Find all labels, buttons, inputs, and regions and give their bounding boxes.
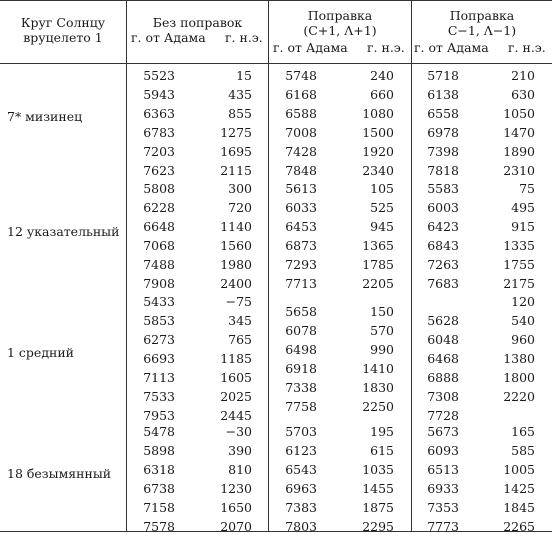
cell-year-ne: 495 — [511, 200, 535, 215]
cell-year-ne: 2025 — [220, 389, 252, 404]
cell-year-adam: 6978 — [427, 125, 459, 140]
cell-year-ne: 1230 — [220, 481, 252, 496]
cell-year-ne: 1380 — [503, 351, 535, 366]
cell-year-adam: 7713 — [285, 276, 317, 291]
cell-year-adam: 7488 — [143, 257, 175, 272]
cell-year-ne: 1275 — [220, 125, 252, 140]
cell-year-adam: 6783 — [143, 125, 175, 140]
cell-year-adam: 7728 — [427, 408, 459, 423]
cell-year-ne: 1785 — [362, 257, 394, 272]
cell-year-ne: 2265 — [503, 519, 535, 534]
cell-year-ne: 1560 — [220, 238, 252, 253]
cell-year-adam: 7818 — [427, 163, 459, 178]
cell-year-adam: 5853 — [143, 313, 175, 328]
cell-year-adam: 7293 — [285, 257, 317, 272]
cell-year-adam: 6738 — [143, 481, 175, 496]
table-top-border — [0, 0, 552, 1]
cell-year-adam: 5478 — [143, 424, 175, 439]
cell-year-adam: 6363 — [143, 106, 175, 121]
cell-year-ne: 1890 — [503, 144, 535, 159]
cell-year-ne: 945 — [370, 219, 394, 234]
cell-year-ne: 525 — [370, 200, 394, 215]
subheader-ne-2: г. н.э. — [367, 40, 405, 55]
cell-year-adam: 5748 — [285, 68, 317, 83]
cell-year-ne: 75 — [519, 181, 535, 196]
cell-year-ne: 2175 — [503, 276, 535, 291]
header-circle-col — [0, 15, 126, 45]
cell-year-adam: 7398 — [427, 144, 459, 159]
cell-year-adam: 7803 — [285, 519, 317, 534]
cell-year-adam: 5808 — [143, 181, 175, 196]
cell-year-adam: 5673 — [427, 424, 459, 439]
cell-year-adam: 6453 — [285, 219, 317, 234]
header-circle-line1: Круг Солнцу — [20, 15, 106, 30]
cell-year-adam: 7338 — [285, 380, 317, 395]
cell-year-adam: 6588 — [285, 106, 317, 121]
cell-year-ne: 1335 — [503, 238, 535, 253]
cell-year-adam: 5523 — [143, 68, 175, 83]
cell-year-ne: 390 — [228, 443, 252, 458]
cell-year-ne: 120 — [511, 294, 535, 309]
subheader-adam-3: г. от Адама — [414, 40, 489, 55]
cell-year-ne: 2445 — [220, 408, 252, 423]
cell-year-ne: 855 — [228, 106, 252, 121]
cell-year-adam: 5718 — [427, 68, 459, 83]
cell-year-ne: 1500 — [362, 125, 394, 140]
cell-year-ne: 1140 — [220, 219, 252, 234]
cell-year-ne: 1425 — [503, 481, 535, 496]
cell-year-ne: 1875 — [362, 500, 394, 515]
cell-year-adam: 5943 — [143, 87, 175, 102]
cell-year-adam: 6648 — [143, 219, 175, 234]
cell-year-ne: 1005 — [503, 462, 535, 477]
cell-year-adam: 7428 — [285, 144, 317, 159]
cell-year-adam: 6468 — [427, 351, 459, 366]
cell-year-adam: 6273 — [143, 332, 175, 347]
cell-year-adam: 6873 — [285, 238, 317, 253]
header-no-correction: Без поправок — [152, 15, 243, 30]
cell-year-adam: 6693 — [143, 351, 175, 366]
cell-year-adam: 6168 — [285, 87, 317, 102]
cell-year-adam: 6543 — [285, 462, 317, 477]
cell-year-adam: 7203 — [143, 144, 175, 159]
cell-year-ne: 2340 — [362, 163, 394, 178]
cell-year-ne: 1050 — [503, 106, 535, 121]
cell-year-adam: 7773 — [427, 519, 459, 534]
cell-year-ne: 2205 — [362, 276, 394, 291]
cell-year-adam: 6078 — [285, 323, 317, 338]
cell-year-ne: 1695 — [220, 144, 252, 159]
column-divider-1 — [126, 0, 127, 532]
cell-year-ne: 1830 — [362, 380, 394, 395]
group-label: 7* мизинец — [7, 109, 83, 124]
cell-year-ne: 1605 — [220, 370, 252, 385]
cell-year-adam: 5433 — [143, 294, 175, 309]
cell-year-ne: 1650 — [220, 500, 252, 515]
cell-year-adam: 7848 — [285, 163, 317, 178]
cell-year-adam: 7068 — [143, 238, 175, 253]
cell-year-adam: 7158 — [143, 500, 175, 515]
header-circle-line2: вруцелето 1 — [23, 30, 103, 45]
cell-year-adam: 7908 — [143, 276, 175, 291]
cell-year-adam: 6138 — [427, 87, 459, 102]
header-minus-line1: Поправка — [449, 8, 515, 23]
cell-year-ne: 540 — [511, 313, 535, 328]
cell-year-ne: 15 — [236, 68, 252, 83]
cell-year-ne: 765 — [228, 332, 252, 347]
subheader-adam-1: г. от Адама — [131, 30, 206, 45]
cell-year-adam: 5613 — [285, 181, 317, 196]
cell-year-ne: 240 — [370, 68, 394, 83]
cell-year-adam: 7263 — [427, 257, 459, 272]
cell-year-ne: −30 — [225, 424, 252, 439]
cell-year-ne: 1185 — [220, 351, 252, 366]
cell-year-ne: 990 — [370, 342, 394, 357]
cell-year-ne: 435 — [228, 87, 252, 102]
header-minus-line2: С−1, Λ−1) — [447, 23, 517, 38]
cell-year-ne: 2250 — [362, 399, 394, 414]
cell-year-adam: 6888 — [427, 370, 459, 385]
cell-year-ne: 165 — [511, 424, 535, 439]
cell-year-ne: −75 — [225, 294, 252, 309]
cell-year-ne: 2220 — [503, 389, 535, 404]
header-plus-correction — [269, 8, 411, 38]
cell-year-adam: 7623 — [143, 163, 175, 178]
group-label: 1 средний — [7, 345, 75, 360]
cell-year-adam: 6558 — [427, 106, 459, 121]
cell-year-ne: 2295 — [362, 519, 394, 534]
cell-year-adam: 5583 — [427, 181, 459, 196]
cell-year-adam: 6963 — [285, 481, 317, 496]
cell-year-adam: 5628 — [427, 313, 459, 328]
cell-year-ne: 810 — [228, 462, 252, 477]
group-label: 18 безымянный — [7, 466, 112, 481]
subheader-ne-3: г. н.э. — [508, 40, 546, 55]
cell-year-adam: 7308 — [427, 389, 459, 404]
cell-year-adam: 7683 — [427, 276, 459, 291]
cell-year-adam: 7353 — [427, 500, 459, 515]
cell-year-ne: 2070 — [220, 519, 252, 534]
cell-year-ne: 615 — [370, 443, 394, 458]
cell-year-ne: 150 — [370, 304, 394, 319]
header-divider — [0, 63, 552, 64]
cell-year-adam: 7533 — [143, 389, 175, 404]
cell-year-ne: 2400 — [220, 276, 252, 291]
cell-year-adam: 6843 — [427, 238, 459, 253]
cell-year-adam: 6318 — [143, 462, 175, 477]
subheader-ne-1: г. н.э. — [225, 30, 263, 45]
cell-year-ne: 1455 — [362, 481, 394, 496]
cell-year-ne: 1410 — [362, 361, 394, 376]
cell-year-ne: 960 — [511, 332, 535, 347]
cell-year-ne: 300 — [228, 181, 252, 196]
cell-year-adam: 6423 — [427, 219, 459, 234]
cell-year-ne: 195 — [370, 424, 394, 439]
cell-year-adam: 6048 — [427, 332, 459, 347]
cell-year-adam: 6918 — [285, 361, 317, 376]
cell-year-adam: 6498 — [285, 342, 317, 357]
cell-year-adam: 6123 — [285, 443, 317, 458]
cell-year-adam: 6933 — [427, 481, 459, 496]
column-divider-3 — [411, 0, 412, 532]
cell-year-ne: 1470 — [503, 125, 535, 140]
cell-year-ne: 1755 — [503, 257, 535, 272]
group-label: 12 указательный — [7, 224, 120, 239]
column-divider-2 — [268, 0, 269, 532]
cell-year-adam: 5898 — [143, 443, 175, 458]
cell-year-ne: 570 — [370, 323, 394, 338]
subheader-adam-2: г. от Адама — [273, 40, 348, 55]
cell-year-ne: 1365 — [362, 238, 394, 253]
cell-year-ne: 1845 — [503, 500, 535, 515]
cell-year-adam: 7113 — [143, 370, 175, 385]
header-minus-correction — [412, 8, 552, 38]
cell-year-ne: 1080 — [362, 106, 394, 121]
cell-year-adam: 6003 — [427, 200, 459, 215]
cell-year-ne: 210 — [511, 68, 535, 83]
cell-year-ne: 2115 — [220, 163, 252, 178]
cell-year-adam: 7953 — [143, 408, 175, 423]
cell-year-ne: 720 — [228, 200, 252, 215]
cell-year-ne: 585 — [511, 443, 535, 458]
cell-year-ne: 915 — [511, 219, 535, 234]
cell-year-ne: 1980 — [220, 257, 252, 272]
header-plus-line2: (С+1, Λ+1) — [303, 23, 377, 38]
cell-year-adam: 6513 — [427, 462, 459, 477]
cell-year-adam: 6093 — [427, 443, 459, 458]
cell-year-adam: 5658 — [285, 304, 317, 319]
cell-year-adam: 6228 — [143, 200, 175, 215]
cell-year-adam: 7578 — [143, 519, 175, 534]
cell-year-ne: 345 — [228, 313, 252, 328]
cell-year-ne: 2310 — [503, 163, 535, 178]
cell-year-ne: 105 — [370, 181, 394, 196]
cell-year-adam: 7008 — [285, 125, 317, 140]
cell-year-ne: 660 — [370, 87, 394, 102]
cell-year-ne: 1800 — [503, 370, 535, 385]
cell-year-ne: 1920 — [362, 144, 394, 159]
header-plus-line1: Поправка — [307, 8, 373, 23]
cell-year-ne: 630 — [511, 87, 535, 102]
cell-year-ne: 1035 — [362, 462, 394, 477]
cell-year-adam: 6033 — [285, 200, 317, 215]
cell-year-adam: 7383 — [285, 500, 317, 515]
cell-year-adam: 7758 — [285, 399, 317, 414]
cell-year-adam: 5703 — [285, 424, 317, 439]
